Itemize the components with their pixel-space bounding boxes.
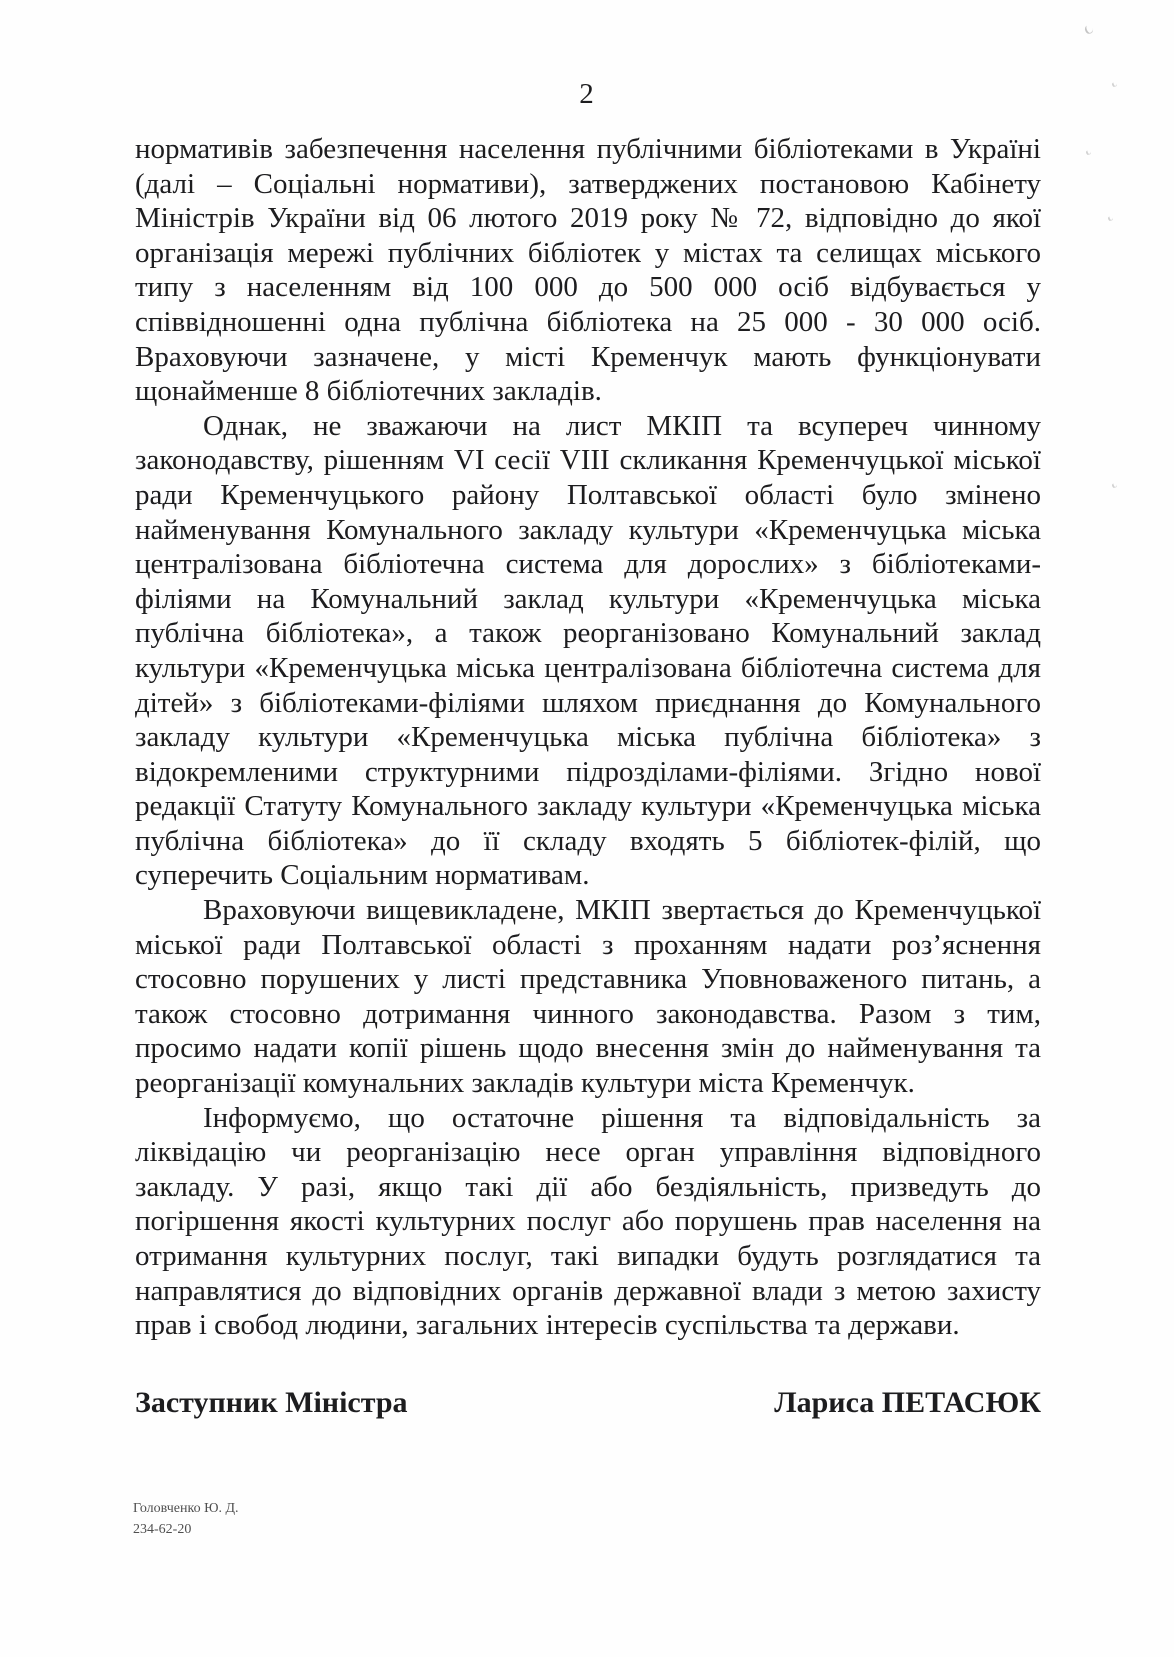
scan-artifact (1107, 215, 1114, 222)
paragraph-renaming-reorganization: Однак, не зважаючи на лист МКІП та всупереч чинному законодавству, рішенням VI сесії VIII скликання Кременчуцької міської ради Кременчуцького району Полтавської області було змінено найменування Комунального закладу культури «Кременчуцька міська централізована бібліотечна система для дорослих» з бібліотеками-філіями на Комунальний заклад культури «Кременчуцька міська публічна бібліотека», а також реорганізовано Комунальний заклад культури «Кременчуцька міська централізована бібліотечна система для дітей» з бібліотеками-філіями шляхом приєднання до Комунального закладу культури «Кременчуцька міська публічна бібліотека» з відокремленими структурними підрозділами-філіями. Згідно нової редакції Статуту Комунального закладу культури «Кременчуцька міська публічна бібліотека» до її складу входять 5 бібліотек-філій, що суперечить Соціальним нормативам. (135, 409, 1041, 892)
paragraph-responsibility-notice: Інформуємо, що остаточне рішення та відповідальність за ліквідацію чи реорганізацію несе орган управління відповідного закладу. У разі, якщо такі дії або бездіяльність, призведуть до погіршення якості культурних послуг або порушень прав населення на отримання культурних послуг, такі випадки будуть розглядатися та направлятися до відповідних органів державної влади з метою захисту прав і свобод людини, загальних інтересів суспільства та держави. (135, 1101, 1041, 1342)
executor-phone: 234-62-20 (133, 1522, 192, 1537)
executor-name: Головченко Ю. Д. (133, 1501, 239, 1516)
signature-block (135, 1386, 1041, 1420)
paragraph-request-clarification: Враховуючи вищевикладене, МКІП звертається до Кременчуцької міської ради Полтавської області з проханням надати роз’яснення стосовно порушених у листі представника Уповноваженого питань, а також стосовно дотримання чинного законодавства. Разом з тим, просимо надати копії рішень щодо внесення змін до найменування та реорганізації комунальних закладів культури міста Кременчук. (135, 894, 1041, 1100)
paragraph-social-norms: нормативів забезпечення населення публічними бібліотеками в Україні (далі – Соціальні нормативи), затверджених постановою Кабінету Міністрів України від 06 лютого 2019 року № 72, відповідно до якої організація мережі публічних бібліотек у містах та селищах міського типу з населенням від 100 000 до 500 000 осіб відбувається у співвідношенні одна публічна бібліотека на 25 000 - 30 000 осіб. Враховуючи зазначене, у місті Кременчук мають функціонувати щонайменше 8 бібліотечних закладів. (135, 133, 1041, 408)
executor-note (133, 1498, 239, 1540)
scan-artifact (1085, 149, 1092, 156)
scan-artifact (1111, 482, 1118, 489)
letter-body (135, 132, 1041, 1343)
signatory-name: Лариса ПЕТАСЮК (774, 1386, 1041, 1419)
page-number: 2 (579, 78, 595, 110)
signatory-title: Заступник Міністра (135, 1386, 408, 1419)
scan-artifact (1083, 24, 1094, 36)
